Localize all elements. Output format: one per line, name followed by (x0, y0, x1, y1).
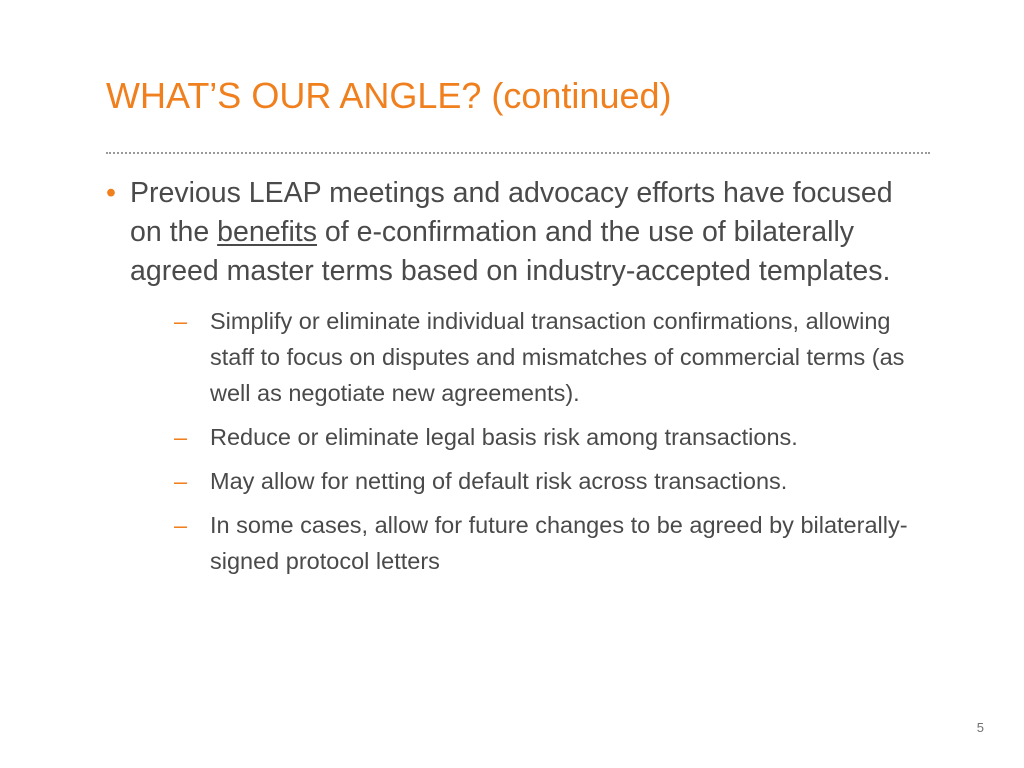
page-number: 5 (976, 720, 984, 735)
sub-bullet-marker: – (174, 424, 188, 450)
bullet-text-end: of e-confirmation and the use of bilaterally agreed master terms based on industry-accepted templates. (130, 216, 891, 287)
bullet-text-start: Previous LEAP meetings and advocacy efforts have focused on the (130, 177, 893, 248)
sub-bullet-item (174, 303, 926, 411)
sub-bullet-text: In some cases, allow for future changes to be agreed by bilaterally-signed protocol letters (210, 512, 908, 574)
sub-bullet-marker: – (174, 468, 188, 494)
sub-bullet-marker: – (174, 308, 188, 334)
sub-bullet-item (174, 507, 926, 579)
sub-bullet-item (174, 419, 926, 455)
bullet-item (106, 174, 926, 291)
sub-bullet-item (174, 463, 926, 499)
slide-title: WHAT’S OUR ANGLE? (continued) (106, 75, 672, 116)
sub-bullet-marker: – (174, 512, 188, 538)
title-divider (106, 152, 930, 154)
slide-body (106, 174, 926, 587)
sub-bullet-text: Reduce or eliminate legal basis risk among transactions. (210, 424, 798, 450)
bullet-emphasis: benefits (217, 216, 317, 248)
bullet-marker: • (106, 177, 116, 209)
sub-bullet-text: Simplify or eliminate individual transaction confirmations, allowing staff to focus on disputes and mismatches of commercial terms (as well as negotiate new agreements). (210, 308, 905, 406)
sub-bullet-text: May allow for netting of default risk across transactions. (210, 468, 788, 494)
